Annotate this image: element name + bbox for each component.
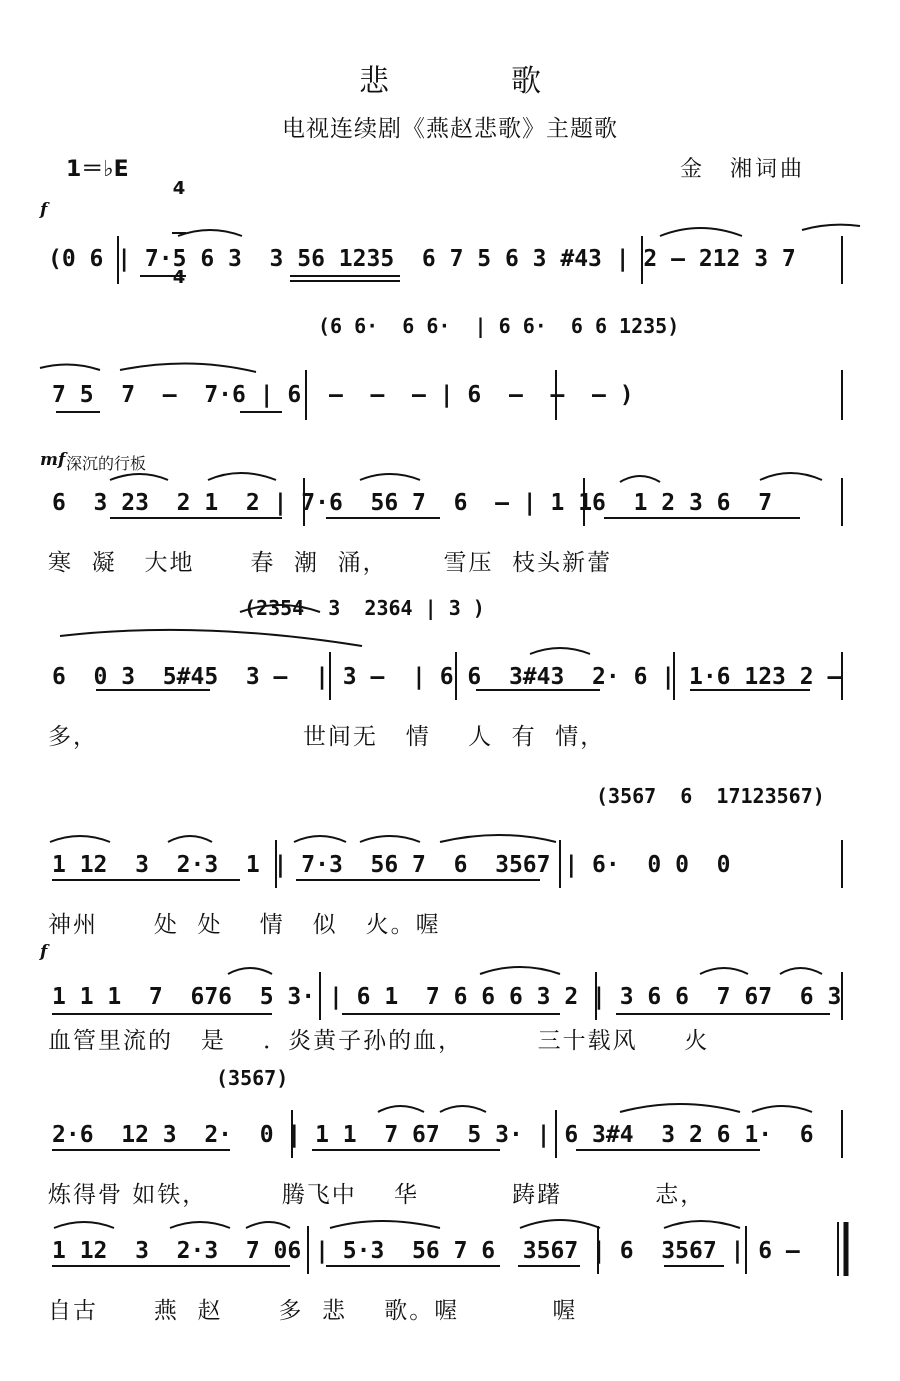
lyric-row-4: 多， 世间无 情 人 有 情，	[48, 724, 606, 750]
notation-row-6: 1 1 1 7 676 5 3· | 6 1 7 6 6 6 3 2 | 3 6 6 7 67 6 3	[52, 984, 842, 1010]
time-signature-bottom: 4	[172, 267, 186, 288]
slur	[520, 1220, 600, 1228]
lyric-row-6: 血管里流的 是 ．炎黄子孙的血， 三十载风 火	[48, 1028, 710, 1054]
slur	[168, 836, 212, 842]
slur	[40, 364, 100, 370]
notation-row-8: 1 12 3 2·3 7 06 | 5·3 56 7 6 3567 | 6 3567 | 6 –	[52, 1238, 800, 1264]
dynamic-forte-1: f	[40, 200, 48, 220]
slur	[170, 1222, 230, 1228]
slur	[620, 1104, 740, 1112]
slur	[208, 473, 276, 480]
slur	[530, 648, 590, 654]
notation-row-6-accompaniment: (3567)	[216, 1066, 289, 1090]
slur	[54, 1222, 114, 1228]
slur	[700, 968, 748, 974]
slur	[50, 836, 110, 842]
slur	[228, 968, 272, 974]
slur	[620, 476, 660, 482]
notation-row-1-accompaniment: (6 6· 6 6· | 6 6· 6 6 1235)	[318, 314, 680, 338]
lyric-row-7: 炼得骨 如铁， 腾飞中 华 踌躇 志，	[48, 1182, 706, 1208]
notation-row-4-accompaniment: (3567 6 17123567)	[596, 784, 825, 808]
tempo-marking: 深沉的行板	[66, 454, 147, 473]
slur	[760, 473, 822, 480]
composer-credit: 金 湘词曲	[680, 157, 806, 182]
notation-row-3: 6 3 23 2 1 2 | 7·6 56 7 6 – | 1 16 1 2 3 6 7	[52, 490, 773, 516]
notation-row-2: 7 5 7 – 7·6 | 6 – – – | 6 – – – )	[52, 382, 634, 408]
notation-row-3-accompaniment: (2354 3 2364 | 3 )	[244, 596, 485, 620]
notation-row-4: 6 0 3 5#45 3 – | 3 – | 6 6 3#43 2· 6 | 1·6 123 2 –	[52, 664, 842, 690]
slur	[240, 605, 320, 612]
slur	[110, 474, 168, 480]
slur	[360, 474, 420, 480]
time-signature-top: 4	[172, 178, 186, 199]
slur	[378, 1106, 424, 1112]
slur	[294, 836, 346, 842]
key-signature: 1＝♭E	[66, 157, 129, 182]
slur	[752, 1106, 812, 1112]
notation-row-1: (0 6 | 7·5 6 3 3 56 1235 6 7 5 6 3 #43 | 2 – 212 3 7	[48, 246, 796, 272]
dynamic-forte-2: f	[40, 942, 48, 962]
notation-row-5: 1 12 3 2·3 1 | 7·3 56 7 6 3567 | 6· 0 0 0	[52, 852, 731, 878]
lyric-row-3: 寒 凝 大地 春 潮 涌， 雪压 枝头新蕾	[48, 550, 613, 576]
slur	[178, 230, 242, 236]
slur	[440, 1106, 486, 1112]
slur	[660, 228, 742, 236]
slur	[330, 1221, 440, 1228]
song-title: 悲 歌	[359, 64, 587, 99]
slur	[480, 967, 560, 974]
slur	[60, 630, 362, 646]
slur	[440, 835, 556, 842]
slur	[802, 225, 860, 230]
slur	[246, 1222, 290, 1228]
notation-row-7: 2·6 12 3 2· 0 | 1 1 7 67 5 3· | 6 3#4 3 2 6 1· 6	[52, 1122, 814, 1148]
lyric-row-8: 自古 燕 赵 多 悲 歌。喔 喔	[48, 1298, 578, 1324]
song-subtitle: 电视连续剧《燕赵悲歌》主题歌	[282, 116, 618, 142]
lyric-row-5: 神州 处 处 情 似 火。喔	[48, 912, 441, 938]
slur	[780, 968, 822, 974]
slur	[360, 836, 420, 842]
slur	[120, 363, 256, 372]
dynamic-mezzo-forte: mf	[40, 450, 66, 470]
slur	[664, 1221, 740, 1228]
